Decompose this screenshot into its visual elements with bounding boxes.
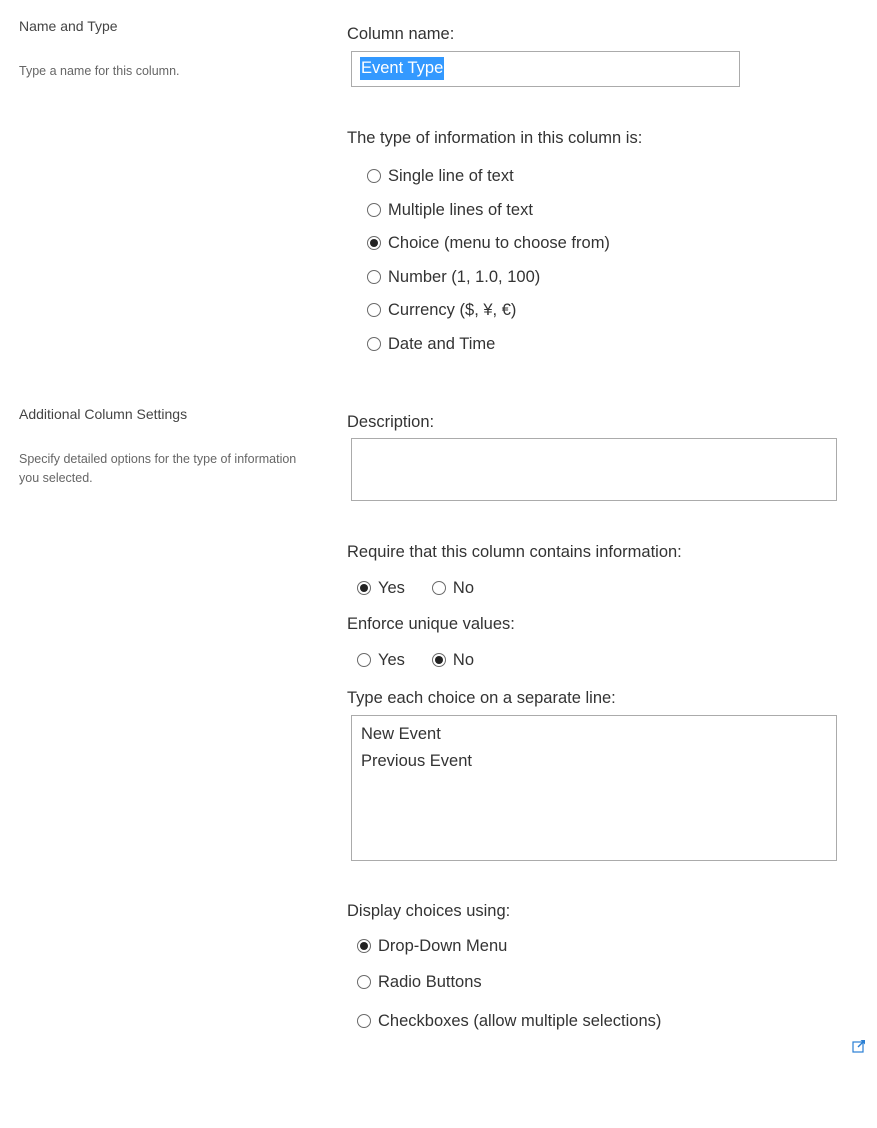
require-options — [357, 576, 474, 600]
type-option-label: Date and Time — [388, 334, 496, 353]
type-option-label: Currency ($, ¥, €) — [388, 300, 517, 319]
choices-textarea[interactable] — [351, 715, 837, 861]
column-name-label: Column name: — [347, 25, 455, 43]
radio-checked-icon[interactable] — [357, 939, 371, 953]
display-option-dropdown[interactable] — [357, 934, 507, 958]
section-description-name-and-type: Type a name for this column. — [19, 64, 180, 78]
section-title-name-and-type: Name and Type — [19, 18, 118, 34]
choice-line: Previous Event — [361, 752, 472, 770]
type-option-currency[interactable] — [367, 298, 516, 322]
choices-label: Type each choice on a separate line: — [347, 689, 616, 707]
require-no-option[interactable] — [432, 579, 474, 598]
radio-icon[interactable] — [357, 1014, 371, 1028]
display-label: Display choices using: — [347, 902, 511, 920]
radio-checked-icon[interactable] — [432, 653, 446, 667]
require-no-label: No — [452, 578, 475, 597]
column-name-value: Event Type — [360, 57, 444, 80]
display-option-checkboxes[interactable] — [357, 1009, 661, 1033]
radio-icon[interactable] — [432, 581, 446, 595]
section-description-additional-settings: Specify detailed options for the type of information you selected. — [19, 452, 297, 485]
type-option-label: Multiple lines of text — [388, 200, 533, 219]
description-label: Description: — [347, 413, 435, 431]
unique-no-label: No — [452, 650, 475, 669]
type-option-label: Single line of text — [388, 166, 514, 185]
type-option-date-time[interactable] — [367, 332, 495, 356]
radio-checked-icon[interactable] — [367, 236, 381, 250]
display-option-radio-buttons[interactable] — [357, 970, 482, 994]
type-option-multiple-lines[interactable] — [367, 198, 533, 222]
section-title-additional-settings: Additional Column Settings — [19, 406, 188, 422]
require-yes-option[interactable] — [357, 579, 405, 598]
display-option-label: Drop-Down Menu — [378, 936, 508, 955]
unique-no-option[interactable] — [432, 651, 474, 670]
unique-options — [357, 648, 474, 672]
radio-icon[interactable] — [357, 975, 371, 989]
type-option-label: Choice (menu to choose from) — [388, 233, 610, 252]
radio-icon[interactable] — [357, 653, 371, 667]
unique-yes-option[interactable] — [357, 651, 405, 670]
type-option-label: Number (1, 1.0, 100) — [388, 267, 541, 286]
description-textarea[interactable] — [351, 438, 837, 501]
open-in-new-window-icon[interactable] — [852, 1039, 866, 1053]
radio-checked-icon[interactable] — [357, 581, 371, 595]
display-option-label: Checkboxes (allow multiple selections) — [378, 1011, 662, 1030]
type-option-choice[interactable] — [367, 231, 610, 255]
radio-icon[interactable] — [367, 337, 381, 351]
display-option-label: Radio Buttons — [378, 972, 482, 991]
unique-yes-label: Yes — [378, 650, 405, 669]
radio-icon[interactable] — [367, 169, 381, 183]
require-yes-label: Yes — [378, 578, 405, 597]
radio-icon[interactable] — [367, 270, 381, 284]
type-option-single-line[interactable] — [367, 164, 514, 188]
type-label: The type of information in this column is: — [347, 129, 643, 147]
unique-label: Enforce unique values: — [347, 615, 515, 633]
require-label: Require that this column contains information: — [347, 543, 682, 561]
radio-icon[interactable] — [367, 203, 381, 217]
type-option-number[interactable] — [367, 265, 540, 289]
radio-icon[interactable] — [367, 303, 381, 317]
column-name-input[interactable] — [351, 51, 740, 87]
choice-line: New Event — [361, 725, 441, 743]
